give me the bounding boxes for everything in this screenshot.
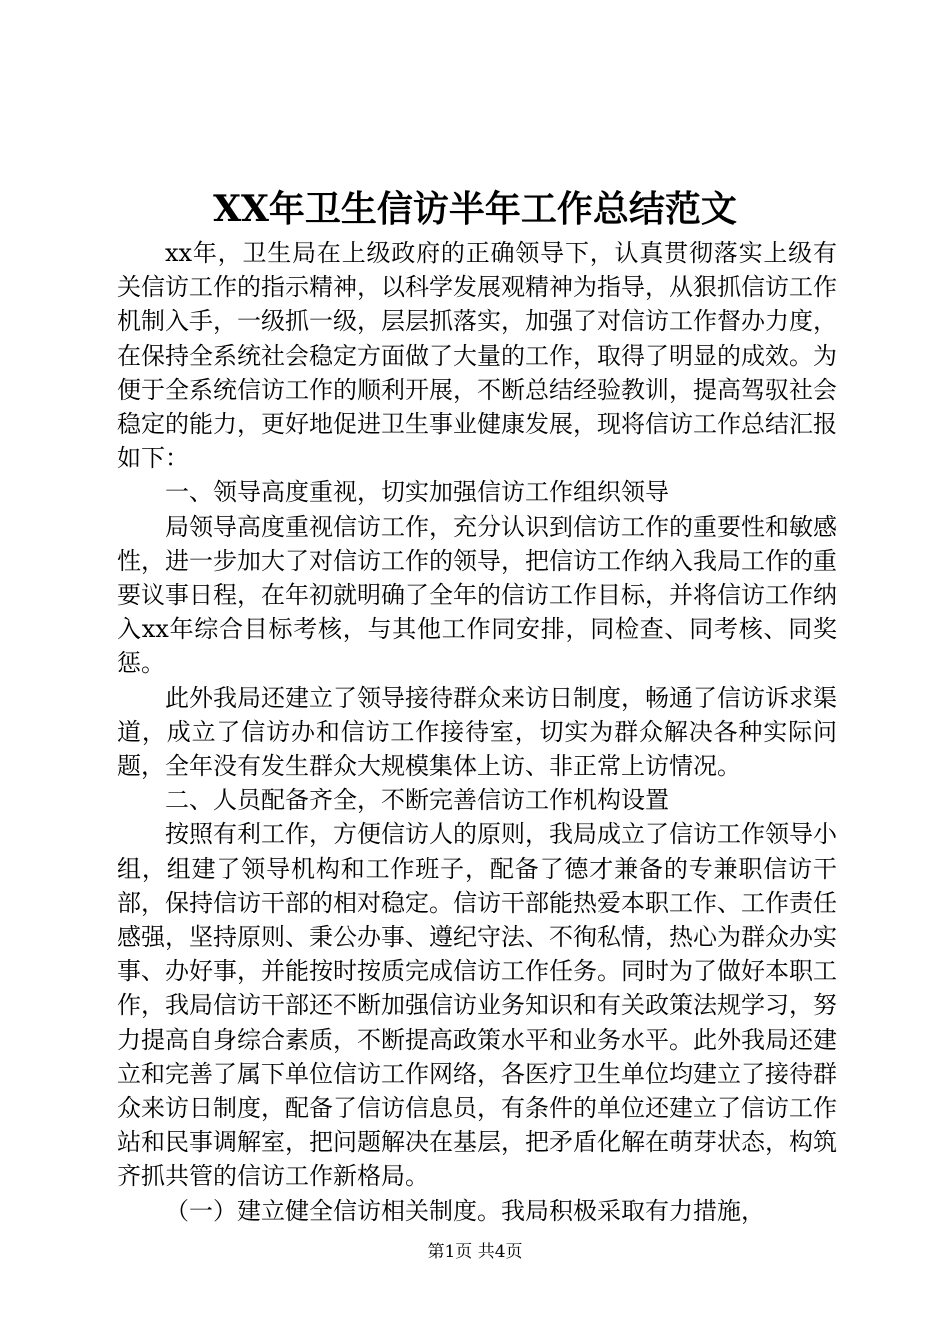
section-heading-2: 二、人员配备齐全，不断完善信访工作机构设置 (165, 786, 669, 815)
paragraph-staffing: 按照有利工作，方便信访人的原则，我局成立了信访工作领导小组，组建了领导机构和工作班子，配备了德才兼备的专兼职信访干部，保持信访干部的相对稳定。信访干部能热爱本职工作、工作责任感强，坚持原则、秉公办事、遵纪守法、不徇私情，热心为群众办实事、办好事，并能按时按质完成信访工作任务。同时为了做好本职工作，我局信访干部还不断加强信访业务知识和有关政策法规学习，努力提高自身综合素质，不断提高政策水平和业务水平。此外我局还建立和完善了属下单位信访工作网络，各医疗卫生单位均建立了接待群众来访日制度，配备了信访信息员，有条件的单位还建立了信访工作站和民事调解室，把问题解决在基层，把矛盾化解在萌芽状态，构筑齐抓共管的信访工作新格局。 (117, 820, 837, 1191)
section-heading-1: 一、领导高度重视，切实加强信访工作组织领导 (165, 478, 669, 507)
paragraph-intro: xx年，卫生局在上级政府的正确领导下，认真贯彻落实上级有关信访工作的指示精神，以科学发展观精神为指导，从狠抓信访工作机制入手，一级抓一级，层层抓落实，加强了对信访工作督办力度，在保持全系统社会稳定方面做了大量的工作，取得了明显的成效。为便于全系统信访工作的顺利开展，不断总结经验教训，提高驾驭社会稳定的能力，更好地促进卫生事业健康发展，现将信访工作总结汇报如下： (117, 239, 837, 473)
subsection-heading-1: （一）建立健全信访相关制度。我局积极采取有力措施， (165, 1196, 765, 1225)
document-title: XX年卫生信访半年工作总结范文 (213, 188, 737, 230)
page-footer: 第1页 共4页 (427, 1242, 523, 1262)
paragraph-leadership: 局领导高度重视信访工作，充分认识到信访工作的重要性和敏感性，进一步加大了对信访工作的领导，把信访工作纳入我局工作的重要议事日程，在年初就明确了全年的信访工作目标，并将信访工作纳入xx年综合目标考核，与其他工作同安排，同检查、同考核、同奖惩。 (117, 512, 837, 678)
paragraph-reception-system: 此外我局还建立了领导接待群众来访日制度，畅通了信访诉求渠道，成立了信访办和信访工作接待室，切实为群众解决各种实际问题，全年没有发生群众大规模集体上访、非正常上访情况。 (117, 683, 837, 781)
document-body (117, 236, 837, 1228)
